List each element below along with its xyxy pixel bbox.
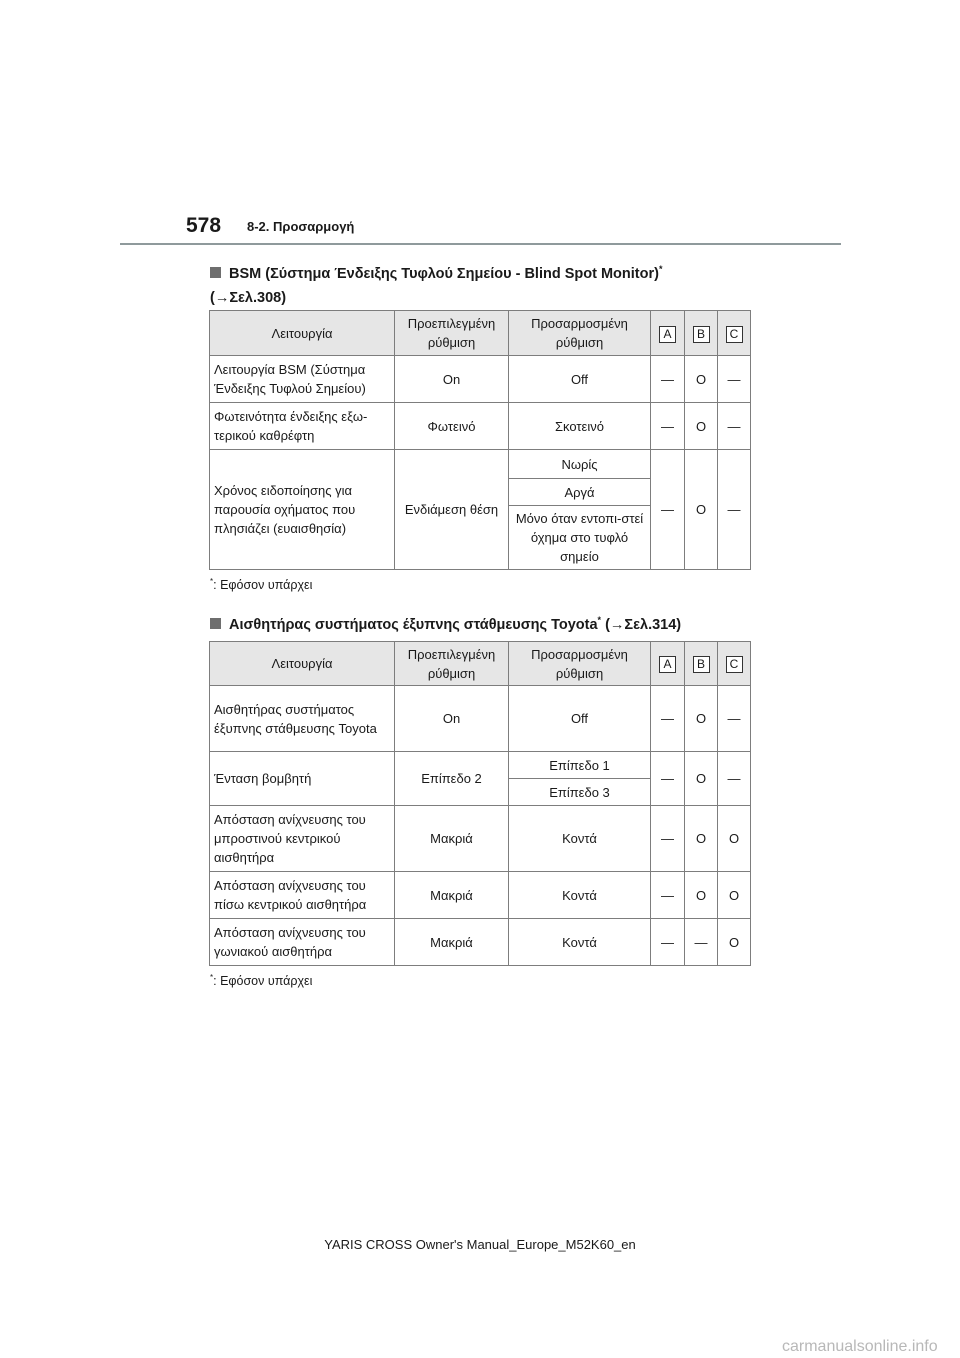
parking-page-ref: (→Σελ.314) — [605, 616, 682, 633]
table-row: Χρόνος ειδοποίησης για παρουσία οχήματος που πλησιάζει (ευαισθησία) Ενδιάμεση θέση Νωρίς — O — — [210, 450, 751, 479]
table-row: Αισθητήρας συστήματος έξυπνης στάθμευσης Toyota On Off — O — — [210, 686, 751, 752]
table-row: Απόσταση ανίχνευσης του πίσω κεντρικού αισθητήρα Μακριά Κοντά — O O — [210, 872, 751, 919]
table-subrow: Αργά — [210, 479, 751, 506]
table-row: Ένταση βομβητή Επίπεδο 2 Επίπεδο 1 — O — — [210, 752, 751, 779]
column-c-label: C — [726, 656, 743, 673]
bsm-settings-table — [209, 310, 751, 570]
table-subrow: Μόνο όταν εντοπι-στεί όχημα στο τυφλό σημείο — [210, 506, 751, 570]
table-subrow: Επίπεδο 3 — [210, 779, 751, 806]
footnote: *: Εφόσον υπάρχει — [210, 577, 313, 593]
section-title: 8-2. Προσαρμογή — [247, 219, 355, 234]
bullet-square-icon — [210, 618, 221, 629]
table-row: Απόσταση ανίχνευσης του μπροστινού κεντρικού αισθητήρα Μακριά Κοντά — O O — [210, 806, 751, 872]
watermark: carmanualsonline.info — [782, 1338, 938, 1355]
table-header-row: Λειτουργία Προεπιλεγμένη ρύθμιση Προσαρμοσμένη ρύθμιση A B C — [210, 642, 751, 686]
page-number: 578 — [186, 214, 222, 237]
column-a-label: A — [659, 326, 676, 343]
parking-settings-table — [209, 641, 751, 966]
manual-footer: YARIS CROSS Owner's Manual_Europe_M52K60_en — [324, 1237, 636, 1252]
column-c-label: C — [726, 326, 743, 343]
parking-sensor-heading: Αισθητήρας συστήματος έξυπνης στάθμευσης Toyota* (→Σελ.314) — [210, 608, 681, 637]
column-b-label: B — [693, 656, 710, 673]
table-row: Φωτεινότητα ένδειξης εξω-τερικού καθρέφτη Φωτεινό Σκοτεινό — O — — [210, 403, 751, 450]
table-row: Λειτουργία BSM (Σύστημα Ένδειξης Τυφλού Σημείου) On Off — O — — [210, 356, 751, 403]
bullet-square-icon — [210, 267, 221, 278]
column-b-label: B — [693, 326, 710, 343]
table-header-row: Λειτουργία Προεπιλεγμένη ρύθμιση Προσαρμοσμένη ρύθμιση A B C — [210, 311, 751, 356]
header-divider — [120, 243, 841, 245]
footnote: *: Εφόσον υπάρχει — [210, 973, 313, 989]
bsm-page-ref: (→Σελ.308) — [210, 289, 287, 306]
bsm-heading: BSM (Σύστημα Ένδειξης Τυφλού Σημείου - Blind Spot Monitor)* (→Σελ.308) — [210, 264, 663, 306]
column-a-label: A — [659, 656, 676, 673]
table-row: Απόσταση ανίχνευσης του γωνιακού αισθητήρα Μακριά Κοντά — — O — [210, 919, 751, 966]
